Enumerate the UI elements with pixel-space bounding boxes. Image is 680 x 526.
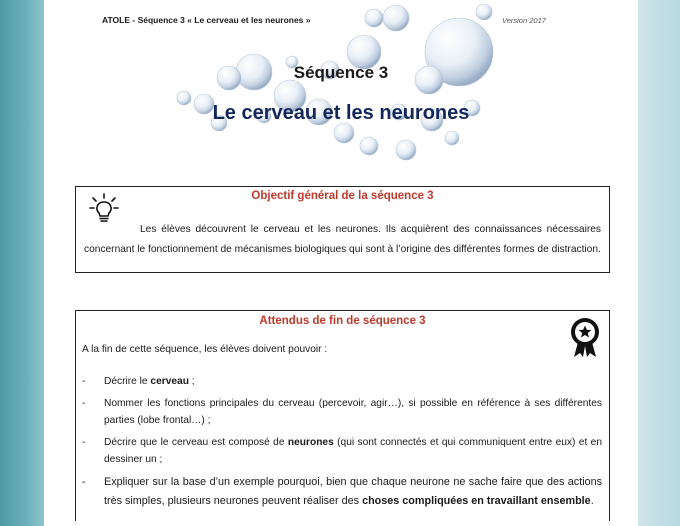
objectif-text: Les élèves découvrent le cerveau et les neurones. Ils acquièrent des connaissances nécessaires concernant le fonctionnement de mécanismes biologiques qui sont à l’origine des différentes formes de distraction. bbox=[84, 224, 601, 255]
attendus-title: Attendus de fin de séquence 3 bbox=[259, 315, 426, 327]
document-page bbox=[44, 0, 638, 526]
header-title: ATOLE - Séquence 3 « Le cerveau et les neurones » bbox=[102, 15, 311, 25]
left-margin-band bbox=[0, 0, 44, 526]
sequence-main-title: Le cerveau et les neurones bbox=[212, 102, 470, 124]
attendus-box bbox=[75, 310, 610, 521]
objectif-box bbox=[75, 186, 610, 273]
bubbles-decoration bbox=[44, 0, 638, 170]
header-version: Version 2017 bbox=[502, 16, 546, 25]
list-item: - Décrire le cerveau ; bbox=[82, 376, 195, 387]
sequence-number-title: Séquence 3 bbox=[293, 63, 389, 82]
award-badge-icon bbox=[568, 316, 602, 358]
attendus-list bbox=[82, 373, 602, 516]
list-item: - Expliquer sur la base d’un exemple pourquoi, bien que chaque neurone ne sache faire que des actions très simples, plusieurs neurones peuvent réaliser des choses compliquées en travaillant ensemble. bbox=[82, 476, 602, 507]
right-margin-band bbox=[638, 0, 680, 526]
objectif-title: Objectif général de la séquence 3 bbox=[251, 190, 434, 202]
attendus-intro: A la fin de cette séquence, les élèves doivent pouvoir : bbox=[82, 344, 328, 355]
list-item: - Nommer les fonctions principales du cerveau (percevoir, agir…), si possible en référence à ses différentes parties (lobe frontal…) ; bbox=[82, 398, 602, 426]
list-item: - Décrire que le cerveau est composé de neurones (qui sont connectés et qui communiquent entre eux) et en dessiner un ; bbox=[82, 437, 602, 465]
